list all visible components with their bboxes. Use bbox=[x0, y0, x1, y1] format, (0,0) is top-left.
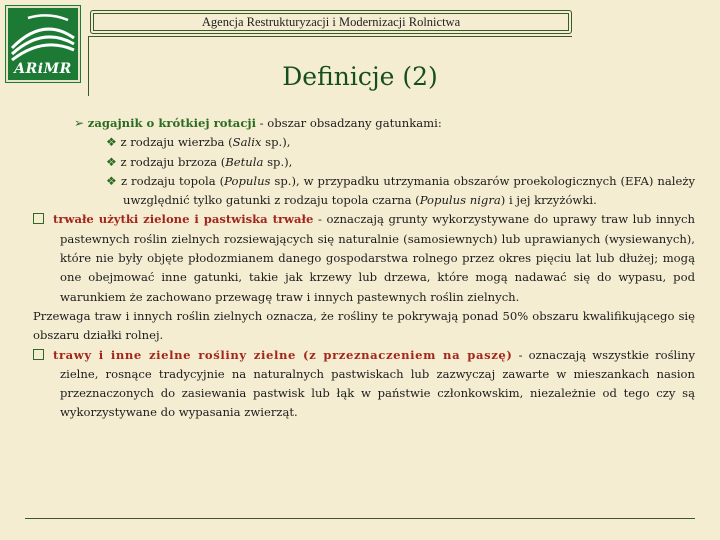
arrow-bullet-icon: ➢ bbox=[74, 116, 85, 130]
latin-name: Betula bbox=[225, 154, 264, 169]
diamond-bullet-icon: ❖ bbox=[106, 135, 117, 150]
item-permanent-grassland bbox=[33, 210, 695, 306]
item-grasses bbox=[33, 346, 695, 423]
definition-permanent-grassland: - oznaczają grunty wykorzystywane do uprawy traw lub innych pastewnych roślin zielnych rozsiewających się naturalnie (samosiewnych) lub uprawianych (wysiewanych), które nie były objęte płodozmianem danego gospodarstwa rolnego przez okres pięciu lat lub dłużej; mogą one obejmować inne gatunki, takie jak krzewy lub drzewa, które mogą nadawać się do wypasu, pod warunkiem że zachowano przewagę traw i innych pastewnych roślin zielnych. bbox=[60, 212, 695, 304]
slide-content bbox=[33, 114, 695, 423]
logo-text: ARiMR bbox=[14, 61, 72, 77]
arimr-logo bbox=[6, 6, 80, 82]
item-short-rotation-coppice bbox=[33, 114, 695, 133]
latin-name: Populus nigra bbox=[419, 193, 501, 208]
header-divider bbox=[88, 36, 572, 37]
footer-divider bbox=[25, 518, 695, 519]
checkbox-bullet-icon bbox=[33, 213, 44, 224]
term-permanent-grassland: trwałe użytki zielone i pastwiska trwałe bbox=[53, 212, 314, 227]
sub-item-text: ) i jej krzyżówki. bbox=[500, 193, 597, 208]
term-grasses: trawy i inne zielne rośliny zielne (z przeznaczeniem na paszę) bbox=[53, 347, 513, 362]
definition-short-rotation-coppice: - obszar obsadzany gatunkami: bbox=[255, 116, 442, 130]
sub-item-text: z rodzaju topola ( bbox=[120, 173, 225, 188]
agency-name: Agencja Restrukturyzacji i Modernizacji Rolnictwa bbox=[90, 10, 572, 34]
sub-item-poplar bbox=[33, 172, 695, 211]
sub-item-text: z rodzaju wierzba ( bbox=[120, 135, 233, 150]
page-title: Definicje (2) bbox=[282, 62, 438, 91]
diamond-bullet-icon: ❖ bbox=[106, 154, 117, 169]
definition-grasses: - oznaczają wszystkie rośliny zielne, rosnące tradycyjnie na naturalnych pastwiskach lub zazwyczaj zawarte w mieszankach nasion przeznaczonych do zasiewania pastwisk lub łąk w państwie członkowskim, niezależnie od tego czy są wykorzystywane do wypasania zwierząt. bbox=[60, 347, 695, 420]
term-short-rotation-coppice: zagajnik o krótkiej rotacji bbox=[87, 116, 256, 130]
sub-item-willow bbox=[33, 133, 695, 152]
sub-item-text: sp.), bbox=[261, 135, 291, 150]
sub-item-text: sp.), w przypadku utrzymania obszarów proekologicznych (EFA) należy uwzględnić tylko gatunki z rodzaju topola czarna ( bbox=[123, 173, 695, 208]
sub-item-text: sp.), bbox=[263, 154, 293, 169]
diamond-bullet-icon: ❖ bbox=[106, 173, 118, 188]
header-vertical-divider bbox=[88, 36, 89, 96]
latin-name: Populus bbox=[224, 173, 271, 188]
checkbox-bullet-icon bbox=[33, 349, 44, 360]
sub-item-text: z rodzaju brzoza ( bbox=[120, 154, 226, 169]
paragraph-grass-predominance: Przewaga traw i innych roślin zielnych oznacza, że rośliny te pokrywają ponad 50% obszaru kwalifikującego się obszaru działki rolnej. bbox=[33, 308, 695, 343]
latin-name: Salix bbox=[232, 135, 262, 150]
sub-item-birch bbox=[33, 153, 695, 172]
